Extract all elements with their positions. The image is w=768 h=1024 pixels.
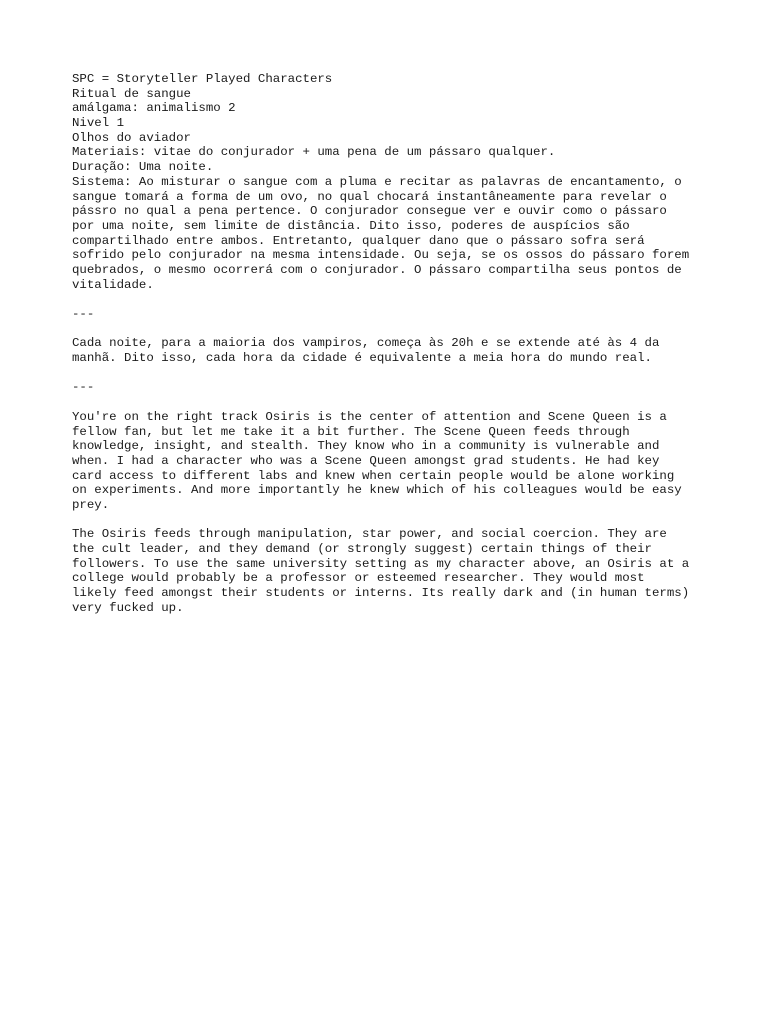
text-line: very fucked up. (72, 600, 184, 615)
text-line: card access to different labs and knew when certain people would be alone working (72, 468, 675, 483)
text-line: followers. To use the same university setting as my character above, an Osiris at a (72, 556, 690, 571)
text-line: Sistema: Ao misturar o sangue com a pluma e recitar as palavras de encantamento, o (72, 174, 682, 189)
document-page (72, 72, 712, 615)
text-line: You're on the right track Osiris is the center of attention and Scene Queen is a (72, 409, 667, 424)
osiris-paragraph (72, 527, 712, 615)
separator: --- (72, 380, 95, 395)
blank-line (72, 292, 712, 307)
text-line: Cada noite, para a maioria dos vampiros, começa às 20h e se extende até às 4 da (72, 336, 660, 351)
text-line: manhã. Dito isso, cada hora da cidade é equivalente a meia hora do mundo real. (72, 351, 652, 366)
blank-line (72, 366, 712, 381)
text-line: fellow fan, but let me take it a bit further. The Scene Queen feeds through (72, 424, 630, 439)
text-line: compartilhado entre ambos. Entretanto, qualquer dano que o pássaro sofra será (72, 233, 645, 248)
text-line: Ritual de sangue (72, 86, 191, 101)
text-line: Duração: Uma noite. (72, 160, 214, 175)
text-line: prey. (72, 497, 110, 512)
text-line: amálgama: animalismo 2 (72, 101, 236, 116)
text-line: college would probably be a professor or esteemed researcher. They would most (72, 571, 645, 586)
text-line: likely feed amongst their students or interns. Its really dark and (in human terms) (72, 586, 690, 601)
separator: --- (72, 307, 95, 321)
text-line: Materiais: vitae do conjurador + uma pena de um pássaro qualquer. (72, 145, 556, 160)
text-line: the cult leader, and they demand (or strongly suggest) certain things of their (72, 542, 652, 556)
text-line: on experiments. And more importantly he knew which of his colleagues would be easy (72, 483, 682, 498)
blank-line (72, 513, 712, 528)
text-line: SPC = Storyteller Played Characters (72, 72, 333, 86)
text-line: knowledge, insight, and stealth. They know who in a community is vulnerable and (72, 439, 660, 454)
text-line: sofrido pelo conjurador na mesma intensidade. Ou seja, se os ossos do pássaro forem (72, 248, 690, 263)
text-line: vitalidade. (72, 277, 154, 292)
text-line: por uma noite, sem limite de distância. Dito isso, poderes de auspícios são (72, 218, 630, 233)
text-line: The Osiris feeds through manipulation, star power, and social coercion. They are (72, 527, 667, 542)
text-line: Olhos do aviador (72, 130, 191, 145)
text-line: quebrados, o mesmo ocorrerá com o conjurador. O pássaro compartilha seus pontos de (72, 262, 682, 277)
text-line: Nivel 1 (72, 116, 125, 131)
text-line: pássro no qual a pena pertence. O conjurador consegue ver e ouvir como o pássaro (72, 204, 667, 219)
night-duration-section (72, 336, 712, 365)
text-line: sangue tomará a forma de um ovo, no qual chocará instantâneamente para revelar o (72, 189, 667, 204)
ritual-section (72, 72, 712, 292)
blank-line (72, 322, 712, 337)
blank-line (72, 395, 712, 410)
scene-queen-paragraph (72, 410, 712, 513)
text-line: when. I had a character who was a Scene Queen amongst grad students. He had key (72, 453, 660, 468)
